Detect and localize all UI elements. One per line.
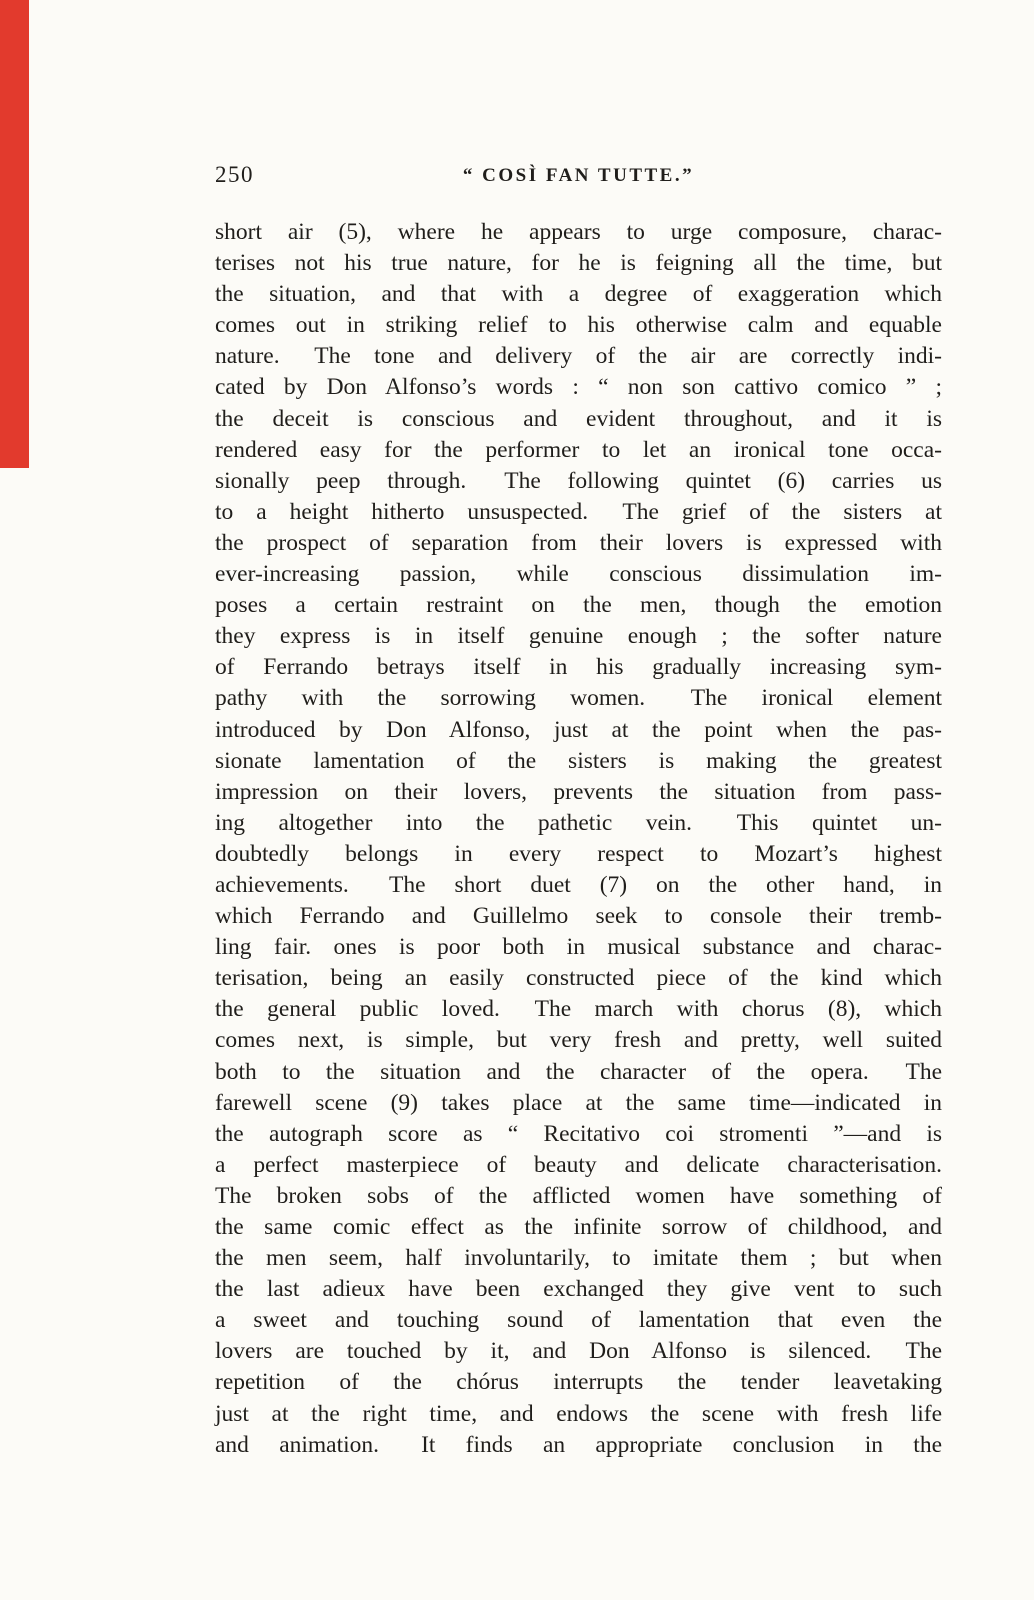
- text-line: sionally peep through. The following quintet (6) carries us: [215, 467, 942, 494]
- text-line: ever-increasing passion, while conscious dissimulation im-: [215, 561, 942, 588]
- text-line: introduced by Don Alfonso, just at the point when the pas-: [215, 716, 942, 743]
- text-line: to a height hitherto unsuspected. The grief of the sisters at: [215, 498, 942, 525]
- text-line: just at the right time, and endows the scene with fresh life: [215, 1400, 942, 1427]
- text-line: the same comic effect as the infinite sorrow of childhood, and: [215, 1214, 942, 1240]
- text-line: terisation, being an easily constructed piece of the kind which: [215, 965, 942, 992]
- red-bookmark-stripe: [0, 0, 29, 468]
- text-line: they express is in itself genuine enough ; the softer nature: [215, 623, 942, 650]
- text-line: lovers are touched by it, and Don Alfonso is silenced. The: [215, 1338, 942, 1365]
- text-line: sionate lamentation of the sisters is making the greatest: [215, 747, 942, 774]
- running-title: “ COSÌ FAN TUTTE.”: [462, 165, 695, 186]
- text-line: ling fair. ones is poor both in musical substance and charac-: [215, 934, 942, 961]
- text-line: which Ferrando and Guillelmo seek to console their tremb-: [215, 903, 942, 930]
- text-line: terises not his true nature, for he is feigning all the time, but: [215, 250, 942, 277]
- text-line: comes out in striking relief to his otherwise calm and equable: [215, 312, 942, 339]
- text-line: the deceit is conscious and evident throughout, and it is: [215, 405, 942, 432]
- text-line: a sweet and touching sound of lamentation that even the: [215, 1307, 942, 1334]
- text-line: doubtedly belongs in every respect to Mozart’s highest: [215, 840, 942, 867]
- text-line: the situation, and that with a degree of exaggeration which: [215, 281, 942, 308]
- text-line: a perfect masterpiece of beauty and delicate characterisation.: [215, 1151, 942, 1178]
- text-line: cated by Don Alfonso’s words : “ non son cattivo comico ” ;: [215, 374, 942, 401]
- text-line: short air (5), where he appears to urge composure, charac-: [215, 219, 942, 245]
- text-line: the men seem, half involuntarily, to imitate them ; but when: [215, 1245, 942, 1272]
- page-number: 250: [215, 162, 254, 187]
- page-header: [215, 160, 942, 194]
- text-line: The broken sobs of the afflicted women have something of: [215, 1182, 942, 1209]
- text-line: rendered easy for the performer to let an ironical tone occa-: [215, 436, 942, 463]
- text-line: repetition of the chórus interrupts the tender leavetaking: [215, 1369, 942, 1396]
- text-line: farewell scene (9) takes place at the same time—indicated in: [215, 1089, 942, 1116]
- text-line: impression on their lovers, prevents the situation from pass-: [215, 778, 942, 805]
- text-line: the prospect of separation from their lovers is expressed with: [215, 529, 942, 556]
- text-line: both to the situation and the character of the opera. The: [215, 1058, 942, 1085]
- text-line: nature. The tone and delivery of the air are correctly indi-: [215, 343, 942, 370]
- text-line: of Ferrando betrays itself in his gradually increasing sym-: [215, 654, 942, 681]
- text-line: the autograph score as “ Recitativo coi stromenti ”—and is: [215, 1120, 942, 1147]
- text-line: the last adieux have been exchanged they give vent to such: [215, 1276, 942, 1303]
- text-line: the general public loved. The march with chorus (8), which: [215, 996, 942, 1023]
- text-line: ing altogether into the pathetic vein. This quintet un-: [215, 809, 942, 836]
- text-line: pathy with the sorrowing women. The ironical element: [215, 685, 942, 712]
- text-line: comes next, is simple, but very fresh and pretty, well suited: [215, 1027, 942, 1054]
- body-text: [215, 217, 942, 1461]
- text-line: and animation. It finds an appropriate conclusion in the: [215, 1431, 942, 1458]
- text-line: poses a certain restraint on the men, though the emotion: [215, 592, 942, 619]
- text-line: achievements. The short duet (7) on the other hand, in: [215, 871, 942, 898]
